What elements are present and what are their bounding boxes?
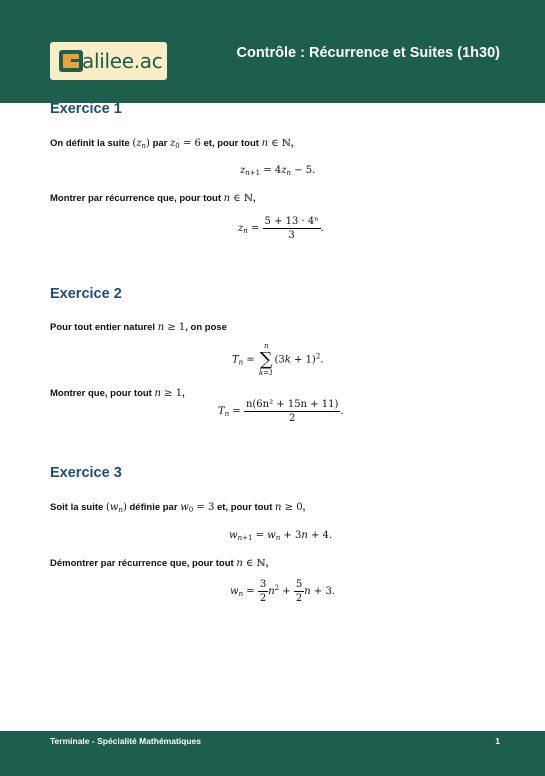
exercise-1-equation-1: $z_{n+1} = 4z_n - 5$. — [240, 165, 316, 177]
text-fragment: Démontrer par récurrence que, pour tout — [50, 558, 237, 569]
fraction-denominator: 2 — [288, 413, 296, 424]
exercise-2-question: Montrer que, pour tout n ≥ 1, — [50, 388, 185, 399]
fraction-numerator: n(6n² + 15n + 11) — [245, 399, 339, 410]
exercise-2-equation-1: $T_n$ = n ∑ k=1 $(3k + 1)^2$. — [232, 342, 324, 377]
logo — [50, 42, 167, 80]
exercise-1-title: Exercice 1 — [50, 101, 122, 117]
text-fragment: On définit la suite — [50, 138, 133, 149]
text-fragment: et, pour tout — [200, 138, 262, 149]
document-title: Contrôle : Récurrence et Suites (1h30) — [236, 45, 500, 61]
exercise-3-equation-2: $w_n$ = $\frac{3}{2}$ $n^2$ + $\frac{5}{2}$ n + 3. — [230, 579, 335, 604]
sum-body: (3k + 1) — [274, 354, 316, 366]
text-fragment: , — [302, 502, 306, 513]
fraction-denominator: 3 — [288, 230, 295, 241]
text-fragment: par — [149, 138, 171, 149]
exercise-3-title: Exercice 3 — [50, 465, 122, 481]
exercise-3-question: Démontrer par récurrence que, pour tout n ∈ ℕ, — [50, 558, 269, 569]
exercise-1-equation-2: $z_n$ = $\frac{\text{5 + 13 · 4ⁿ}}{3}$ . — [238, 216, 324, 241]
text-fragment: , on pose — [185, 322, 227, 333]
footer-course: Terminale - Spécialité Mathématiques — [50, 736, 201, 746]
text-fragment: , — [265, 558, 269, 569]
exercise-2-title: Exercice 2 — [50, 286, 122, 302]
text-fragment: Montrer que, pour tout — [50, 388, 155, 399]
exercise-3-equation-1: $w_{n+1} = w_n + 3n + 4$. — [229, 530, 333, 542]
text-fragment: , — [290, 138, 294, 149]
exercise-1-question: Montrer par récurrence que, pour tout n ∈ ℕ, — [50, 193, 256, 204]
text-fragment: , — [253, 193, 256, 204]
text-fragment: définie par — [126, 502, 181, 513]
exercise-2-statement: Pour tout entier naturel n ≥ 1, on pose — [50, 322, 227, 333]
text-fragment: et, pour tout — [214, 502, 276, 513]
logo-g-icon — [59, 49, 83, 73]
exercise-1-statement: On définit la suite $(z_n)$ par $z_0 = 6$ et, pour tout n ∈ ℕ, — [50, 138, 294, 150]
text-fragment: , — [182, 388, 185, 399]
page-number: 1 — [495, 736, 500, 746]
text-fragment: Montrer par récurrence que, pour tout — [50, 193, 224, 204]
exercise-3-statement: Soit la suite $(w_n)$ définie par $w_0 = 3$ et, pour tout n ≥ 0, — [50, 502, 306, 514]
fraction-numerator: 5 + 13 · 4ⁿ — [264, 216, 319, 227]
exercise-2-equation-2: $T_n$ = $\frac{\text{n(6n² + 15n + 11)}}{2}$ . — [218, 399, 344, 424]
text-fragment: Pour tout entier naturel — [50, 322, 158, 333]
text-fragment: Soit la suite — [50, 502, 106, 513]
logo-text: alilee.ac — [82, 49, 163, 73]
